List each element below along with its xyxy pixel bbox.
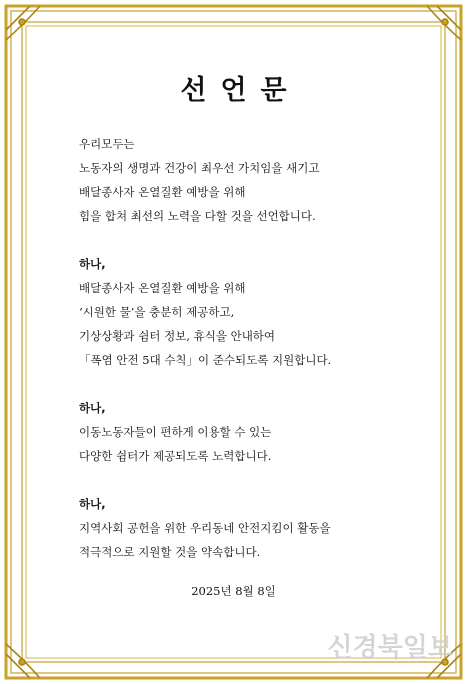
section-heading: 하나, [79,257,106,271]
section-line: 이동노동자들이 편하게 이용할 수 있는 [79,425,272,439]
section-line: 배달종사자 온열질환 예방을 위해 [79,281,246,295]
declaration-date: 2025년 8월 8일 [191,584,276,598]
section-line: ‘시원한 물’을 충분히 제공하고, [79,305,235,319]
document-title: 선언문 [180,75,301,106]
declaration-body [79,132,409,564]
section-heading: 하나, [79,497,106,511]
intro-line: 노동자의 생명과 건강이 최우선 가치임을 새기고 [79,161,320,175]
intro-line: 우리모두는 [79,137,135,151]
section-line: 지역사회 공헌을 위한 우리동네 안전지킴이 활동을 [79,521,331,535]
intro-line: 배달종사자 온열질환 예방을 위해 [79,185,246,199]
section-line: 다양한 쉼터가 제공되도록 노력합니다. [79,449,272,463]
section-heading: 하나, [79,401,106,415]
intro-line: 힘을 합쳐 최선의 노력을 다할 것을 선언합니다. [79,209,316,223]
section-line: 적극적으로 지원할 것을 약속합니다. [79,545,261,559]
section-line: 기상상황과 쉼터 정보, 휴식을 안내하여 [79,329,276,343]
section-line: 「폭염 안전 5대 수칙」이 준수되도록 지원합니다. [79,353,332,367]
watermark-logo: 신경북일보 [327,633,453,663]
